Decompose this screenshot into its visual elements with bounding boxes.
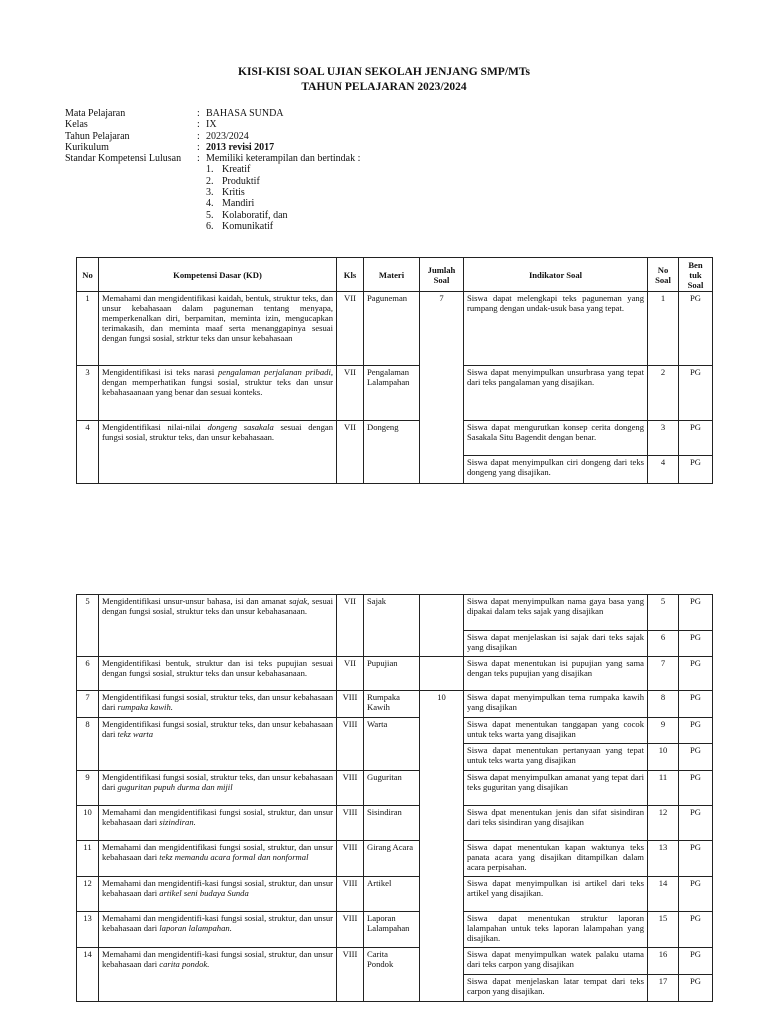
meta-label: Standar Kompetensi Lulusan — [65, 153, 182, 165]
cell-no: 11 — [77, 841, 99, 877]
cell-kd: Mengidentifikasi fungsi sosial, struktur teks, dan unsur kebahasaan dari rumpaka kawih. — [99, 691, 337, 718]
table-row — [77, 841, 713, 877]
meta-colon: : — [197, 108, 200, 119]
header-nosoal: No Soal — [648, 258, 679, 292]
cell-kls: VII — [337, 421, 364, 484]
cell-nosoal: 8 — [648, 691, 679, 718]
cell-materi: Artikel — [364, 877, 420, 912]
cell-bentuk: PG — [679, 456, 713, 484]
header-kd: Kompetensi Dasar (KD) — [99, 258, 337, 292]
cell-indikator: Siswa dapat menyimpulkan tema rumpaka kawih yang disajikan — [464, 691, 648, 718]
meta-colon: : — [197, 119, 200, 131]
cell-no: 7 — [77, 691, 99, 718]
table-header-row — [77, 258, 713, 292]
meta-value: 2013 revisi 2017 — [206, 141, 275, 153]
table-row — [77, 877, 713, 912]
cell-nosoal: 13 — [648, 841, 679, 877]
cell-kd: Mengidentifikasi bentuk, struktur dan isi teks pupujian sesuai dengan fungsi sosial, struktur teks dan unsur kebahasanaan. — [99, 657, 337, 691]
cell-kd: Memahami dan mengidentifi-kasi fungsi sosial, struktur, dan unsur kebahasaan dari laporan lalampahan. — [99, 912, 337, 948]
cell-materi: Paguneman — [364, 292, 420, 366]
cell-nosoal: 16 — [648, 948, 679, 975]
cell-bentuk: PG — [679, 631, 713, 657]
cell-bentuk: PG — [679, 657, 713, 691]
cell-nosoal: 15 — [648, 912, 679, 948]
cell-indikator: Siswa dpat menentukan jenis dan sifat sisindiran dari teks sisindiran yang disajikan — [464, 806, 648, 841]
cell-kd: Memahami dan mengidentifikasi fungsi sosial, struktur, dan unsur kebahasaan dari tekz memandu acara formal dan nonformal — [99, 841, 337, 877]
cell-no: 13 — [77, 912, 99, 948]
header-indikator: Indikator Soal — [464, 258, 648, 292]
skl-text: Kritis — [222, 187, 245, 199]
cell-kls: VIII — [337, 806, 364, 841]
cell-bentuk: PG — [679, 292, 713, 366]
cell-kls: VII — [337, 657, 364, 691]
meta-label: Tahun Pelajaran — [65, 130, 130, 142]
cell-nosoal: 4 — [648, 456, 679, 484]
cell-jumlah — [420, 657, 464, 691]
cell-bentuk: PG — [679, 744, 713, 771]
header-materi: Materi — [364, 258, 420, 292]
skl-text: Kreatif — [222, 164, 251, 176]
cell-indikator: Siswa dapat menyimpulkan watek palaku utama dari teks carpon yang disajikan — [464, 948, 648, 975]
meta-value: BAHASA SUNDA — [206, 108, 284, 119]
meta-colon: : — [197, 141, 200, 153]
table-row — [77, 806, 713, 841]
cell-kd: Memahami dan mengidentifikasi fungsi sosial, struktur, dan unsur kebahasaan dari sizindiran. — [99, 806, 337, 841]
cell-nosoal: 14 — [648, 877, 679, 912]
meta-value: Memiliki keterampilan dan bertindak : — [206, 153, 361, 165]
cell-nosoal: 1 — [648, 292, 679, 366]
cell-kls: VIII — [337, 771, 364, 806]
cell-bentuk: PG — [679, 975, 713, 1002]
meta-colon: : — [197, 130, 200, 142]
cell-no: 6 — [77, 657, 99, 691]
cell-indikator: Siswa dapat menentukan isi pupujian yang sama dengan teks pupujian yang disajikan — [464, 657, 648, 691]
cell-bentuk: PG — [679, 718, 713, 744]
cell-materi: Pupujian — [364, 657, 420, 691]
cell-jumlah: 10 — [420, 691, 464, 1002]
cell-nosoal: 10 — [648, 744, 679, 771]
cell-indikator: Siswa dapat menyimpulkan unsurbrasa yang tepat dari teks pangalaman yang disajikan. — [464, 366, 648, 421]
cell-kls: VIII — [337, 718, 364, 771]
cell-nosoal: 12 — [648, 806, 679, 841]
cell-indikator: Siswa dapat menjelaskan isi sajak dari teks sajak yang disajikan — [464, 631, 648, 657]
cell-materi: Guguritan — [364, 771, 420, 806]
cell-materi: Girang Acara — [364, 841, 420, 877]
cell-jumlah: 7 — [420, 292, 464, 484]
cell-kd: Mengidentifikasi nilai-nilai dongeng sasakala sesuai dengan fungsi sosial, struktur teks, dan unsur kebahasaan. — [99, 421, 337, 484]
cell-bentuk: PG — [679, 806, 713, 841]
kisi-table-page1 — [76, 257, 713, 484]
header-no: No — [77, 258, 99, 292]
cell-bentuk: PG — [679, 366, 713, 421]
skl-number: 4. — [206, 198, 214, 210]
meta-value: 2023/2024 — [206, 130, 249, 142]
cell-no: 3 — [77, 366, 99, 421]
cell-materi: Sajak — [364, 595, 420, 657]
cell-kd: Mengidentifikasi fungsi sosial, struktur teks, dan unsur kebahasaan dari tekz warta — [99, 718, 337, 771]
meta-label: Kurikulum — [65, 141, 109, 153]
cell-nosoal: 2 — [648, 366, 679, 421]
cell-jumlah — [420, 595, 464, 657]
cell-indikator: Siswa dapat menyimpulkan isi artikel dari teks artikel yang disajikan. — [464, 877, 648, 912]
header-jumlah: Jumlah Soal — [420, 258, 464, 292]
cell-kd: Mengidentifikasi isi teks narasi pengalaman perjalanan pribadi, dengan memperhatikan fungsi sosial, struktur teks dan unsur kebahasaanaan yang benar dan sesuai konteks. — [99, 366, 337, 421]
cell-kd: Memahami dan mengidentifi-kasi fungsi sosial, struktur, dan unsur kebahasaan dari artikel seni budaya Sunda — [99, 877, 337, 912]
skl-number: 5. — [206, 209, 214, 221]
header-kls: Kls — [337, 258, 364, 292]
skl-text: Komunikatif — [222, 220, 274, 232]
table-row — [77, 771, 713, 806]
cell-indikator: Siswa dapat menentukan struktur laporan lalampahan untuk teks laporan lalampahan yang disajikan. — [464, 912, 648, 948]
cell-no: 4 — [77, 421, 99, 484]
cell-materi: Pengalaman Lalampahan — [364, 366, 420, 421]
cell-nosoal: 7 — [648, 657, 679, 691]
cell-nosoal: 5 — [648, 595, 679, 631]
table-row — [77, 657, 713, 691]
cell-no: 1 — [77, 292, 99, 366]
cell-indikator: Siswa dapat menentukan kapan waktunya teks panata acara yang disajikan ditampilkan dalam acara perpisahan. — [464, 841, 648, 877]
cell-indikator: Siswa dapat menyimpulkan amanat yang tepat dari teks guguritan yang disajikan — [464, 771, 648, 806]
cell-materi: Laporan Lalampahan — [364, 912, 420, 948]
cell-nosoal: 11 — [648, 771, 679, 806]
skl-number: 3. — [206, 187, 214, 199]
cell-bentuk: PG — [679, 771, 713, 806]
cell-nosoal: 9 — [648, 718, 679, 744]
table-row — [77, 595, 713, 631]
cell-indikator: Siswa dapat menyimpulkan nama gaya basa yang dipakai dalam teks sajak yang disajikan — [464, 595, 648, 631]
cell-kls: VIII — [337, 948, 364, 1002]
document-title: KISI-KISI SOAL UJIAN SEKOLAH JENJANG SMP/MTs — [238, 66, 530, 78]
cell-materi: Rumpaka Kawih — [364, 691, 420, 718]
cell-kd: Mengidentifikasi unsur-unsur bahasa, isi dan amanat sajak, sesuai dengan fungsi sosial, struktur teks dan unsur kebahasanaan. — [99, 595, 337, 657]
meta-colon: : — [197, 153, 200, 165]
table-row — [77, 912, 713, 948]
skl-text: Mandiri — [222, 198, 255, 210]
cell-bentuk: PG — [679, 877, 713, 912]
cell-materi: Carita Pondok — [364, 948, 420, 1002]
cell-kls: VIII — [337, 841, 364, 877]
cell-indikator: Siswa dapat melengkapi teks paguneman yang rumpang dengan undak-usuk basa yang tepat. — [464, 292, 648, 366]
cell-nosoal: 6 — [648, 631, 679, 657]
meta-label: Mata Pelajaran — [65, 108, 126, 119]
cell-bentuk: PG — [679, 948, 713, 975]
cell-kls: VII — [337, 595, 364, 657]
table-row — [77, 421, 713, 456]
table-row — [77, 292, 713, 366]
skl-text: Kolaboratif, dan — [222, 209, 288, 221]
skl-number: 1. — [206, 164, 214, 176]
cell-bentuk: PG — [679, 421, 713, 456]
cell-no: 5 — [77, 595, 99, 657]
cell-nosoal: 3 — [648, 421, 679, 456]
cell-kd: Memahami dan mengidentifikasi kaidah, bentuk, struktur teks, dan unsur kebahasaan dalam paguneman tentang menyapa, memperkenalkan diri, berpamitan, meminta izin, mengucapkan terimakasih, dan meminta maaf serta menanggapinya sesuai dengan fungsi sosial, strktur teks dan unsur kebahasaan — [99, 292, 337, 366]
cell-indikator: Siswa dapat menjelaskan latar tempat dari teks carpon yang disajikan. — [464, 975, 648, 1002]
cell-materi: Warta — [364, 718, 420, 771]
header-bentuk: Ben tuk Soal — [679, 258, 713, 292]
cell-kd: Memahami dan mengidentifi-kasi fungsi sosial, struktur, dan unsur kebahasaan dari carita pondok. — [99, 948, 337, 1002]
cell-kd: Mengidentifikasi fungsi sosial, struktur teks, dan unsur kebahasaan dari guguritan pupuh durma dan mijil — [99, 771, 337, 806]
meta-label: Kelas — [65, 119, 88, 131]
cell-no: 9 — [77, 771, 99, 806]
cell-bentuk: PG — [679, 595, 713, 631]
cell-materi: Dongeng — [364, 421, 420, 484]
document-subtitle: TAHUN PELAJARAN 2023/2024 — [301, 81, 467, 93]
cell-kls: VII — [337, 292, 364, 366]
cell-indikator: Siswa dapat menyimpulkan ciri dongeng dari teks dongeng yang disajikan. — [464, 456, 648, 484]
cell-indikator: Siswa dapat menentukan tanggapan yang cocok untuk teks warta yang disajikan — [464, 718, 648, 744]
meta-value: IX — [206, 119, 217, 131]
kisi-table-page2 — [76, 594, 713, 1002]
cell-no: 14 — [77, 948, 99, 1002]
skl-number: 6. — [206, 220, 214, 232]
cell-bentuk: PG — [679, 841, 713, 877]
skl-text: Produktif — [222, 175, 260, 187]
cell-indikator: Siswa dapat menentukan pertanyaan yang tepat untuk teks warta yang disajikan — [464, 744, 648, 771]
cell-kls: VIII — [337, 691, 364, 718]
skl-number: 2. — [206, 175, 214, 187]
table-row — [77, 691, 713, 718]
cell-indikator: Siswa dapat mengurutkan konsep cerita dongeng Sasakala Situ Bagendit dengan benar. — [464, 421, 648, 456]
cell-materi: Sisindiran — [364, 806, 420, 841]
cell-bentuk: PG — [679, 691, 713, 718]
cell-no: 12 — [77, 877, 99, 912]
cell-kls: VIII — [337, 877, 364, 912]
table-row — [77, 366, 713, 421]
cell-nosoal: 17 — [648, 975, 679, 1002]
cell-kls: VIII — [337, 912, 364, 948]
cell-no: 10 — [77, 806, 99, 841]
table-row — [77, 948, 713, 975]
cell-kls: VII — [337, 366, 364, 421]
cell-bentuk: PG — [679, 912, 713, 948]
table-row — [77, 718, 713, 744]
cell-no: 8 — [77, 718, 99, 771]
